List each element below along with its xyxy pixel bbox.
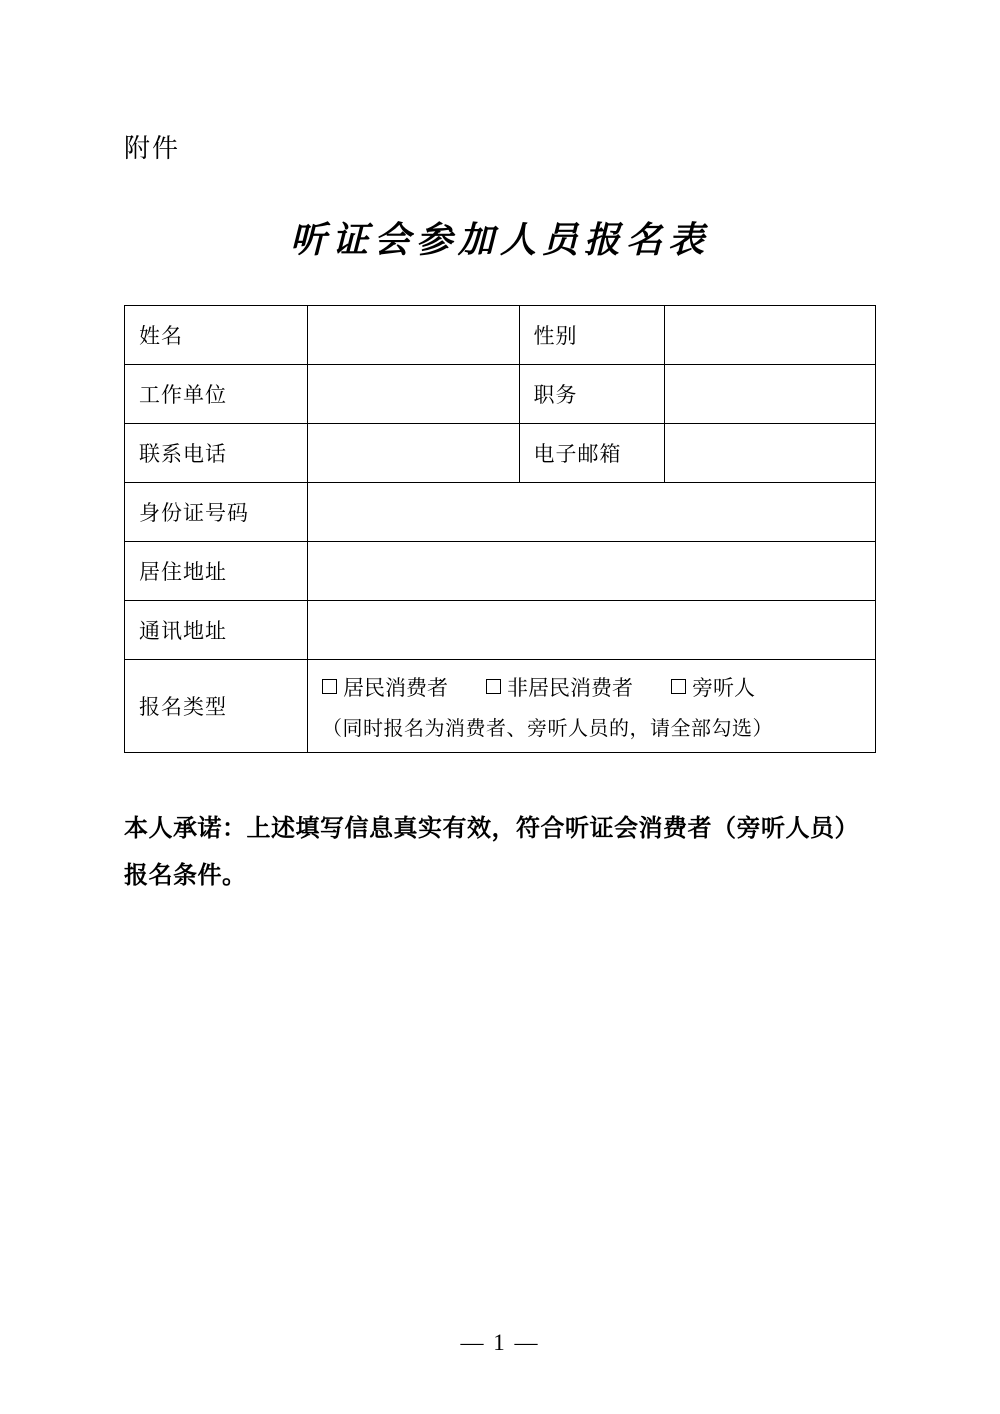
table-row xyxy=(125,601,876,660)
table-row xyxy=(125,483,876,542)
field-label-email: 电子邮箱 xyxy=(519,424,664,483)
field-label-gender: 性别 xyxy=(519,306,664,365)
attachment-label: 附件 xyxy=(124,134,181,163)
field-label-position: 职务 xyxy=(519,365,664,424)
field-label-mailing-address: 通讯地址 xyxy=(125,601,308,660)
checkbox-option-observer[interactable] xyxy=(671,672,755,702)
registration-form-table xyxy=(124,305,876,753)
field-value-registration-type xyxy=(308,660,876,753)
page-number: — 1 — xyxy=(460,1330,540,1355)
field-label-name: 姓名 xyxy=(125,306,308,365)
page-title: 听证会参加人员报名表 xyxy=(289,219,710,261)
field-value-gender[interactable] xyxy=(664,306,876,365)
table-row xyxy=(125,424,876,483)
checkbox-label: 居民消费者 xyxy=(343,675,448,700)
checkbox-option-non-resident-consumer[interactable] xyxy=(486,672,633,702)
checkbox-option-resident-consumer[interactable] xyxy=(322,672,448,702)
field-label-residence-address: 居住地址 xyxy=(125,542,308,601)
table-row xyxy=(125,306,876,365)
table-row xyxy=(125,365,876,424)
field-label-phone: 联系电话 xyxy=(125,424,308,483)
field-value-id-number[interactable] xyxy=(308,483,876,542)
field-value-name[interactable] xyxy=(308,306,520,365)
field-label-registration-type: 报名类型 xyxy=(125,660,308,753)
checkbox-icon[interactable] xyxy=(671,679,686,694)
checkbox-label: 非居民消费者 xyxy=(507,675,633,700)
registration-type-note: （同时报名为消费者、旁听人员的，请全部勾选） xyxy=(322,717,773,740)
pledge-statement: 本人承诺：上述填写信息真实有效，符合听证会消费者（旁听人员）报名条件。 xyxy=(124,816,859,889)
field-label-work-unit: 工作单位 xyxy=(125,365,308,424)
registration-type-options xyxy=(322,672,875,702)
checkbox-icon[interactable] xyxy=(322,679,337,694)
checkbox-icon[interactable] xyxy=(486,679,501,694)
table-row xyxy=(125,660,876,753)
field-label-id-number: 身份证号码 xyxy=(125,483,308,542)
field-value-work-unit[interactable] xyxy=(308,365,520,424)
field-value-mailing-address[interactable] xyxy=(308,601,876,660)
checkbox-label: 旁听人 xyxy=(692,675,755,700)
field-value-residence-address[interactable] xyxy=(308,542,876,601)
field-value-position[interactable] xyxy=(664,365,876,424)
field-value-phone[interactable] xyxy=(308,424,520,483)
table-row xyxy=(125,542,876,601)
field-value-email[interactable] xyxy=(664,424,876,483)
